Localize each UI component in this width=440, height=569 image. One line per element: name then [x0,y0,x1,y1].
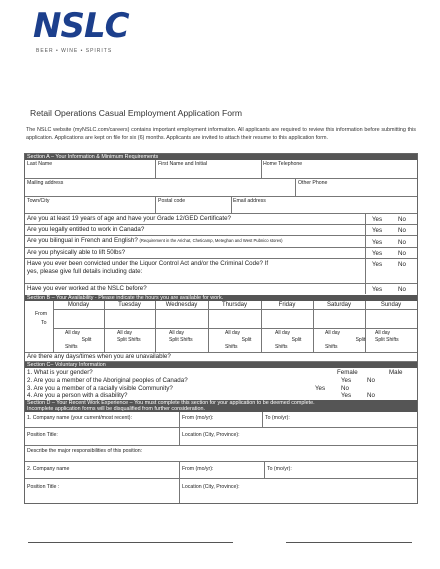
q-bilingual [27,237,283,244]
signature-line [28,542,233,543]
visible-no[interactable]: No [341,385,349,392]
day-saturday: Saturday [326,302,351,308]
no-5[interactable]: No [398,261,406,268]
opt-shifts[interactable]: Shifts [65,344,78,350]
day-wednesday: Wednesday [165,302,198,308]
section-b-header: Section B – Your Availability - Please indicate the hours you are available for work. [25,295,417,301]
q-bilingual-note: (Requirement in the Arichat, Cheticamp, Meteghan and West Pubnico stores) [139,238,283,243]
day-sunday: Sunday [380,302,402,308]
q-visible-community: 3. Are you a member of a racially visible Community? [27,385,173,392]
q-convicted-2: yes, please give full details including date: [27,268,143,275]
monday-options[interactable] [65,330,91,351]
opt-split-shifts[interactable]: Split Shifts [169,337,193,343]
position1-label: Position Title: [27,432,58,438]
opt-split-shifts[interactable]: Split Shifts [375,337,399,343]
from1-label: From (mo/yr): [182,415,214,421]
yes-2[interactable]: Yes [372,227,383,234]
q-gender: 1. What is your gender? [27,369,93,376]
logo-brand: NSLC [33,6,129,46]
to2-label: To (mo/yr): [267,466,292,472]
opt-shifts[interactable]: Shifts [325,344,338,350]
disability-yes[interactable]: Yes [341,392,352,399]
q-disability: 4. Are you a person with a disability? [27,392,128,399]
company2-label: 2. Company name [27,466,70,472]
location2-label: Location (City, Province): [182,484,240,490]
no-4[interactable]: No [398,250,406,257]
day-tuesday: Tuesday [118,302,141,308]
no-1[interactable]: No [398,216,406,223]
to1-label: To (mo/yr): [265,415,290,421]
q-lift: Are you physically able to lift 50lbs? [27,249,126,256]
day-friday: Friday [278,302,296,308]
gender-male[interactable]: Male [389,369,403,376]
aboriginal-yes[interactable]: Yes [341,377,352,384]
application-form [24,153,418,504]
home-phone-label: Home Telephone [263,161,303,167]
yes-4[interactable]: Yes [372,250,383,257]
section-a-header: Section A – Your Information & Minimum Requirements [25,154,417,160]
to-label: To [41,320,47,326]
from2-label: From (mo/yr): [182,466,214,472]
company1-label: 1. Company name (your current/most recent): [27,415,132,421]
section-d-header-line1: Section D – Your Recent Work Experience – You must complete this section for your application to be deemed complete. [27,400,315,406]
saturday-options[interactable] [325,330,365,351]
section-d-header-line2: Incomplete application forms will be disqualified from further consideration. [27,406,205,412]
q-worked-before: Have you ever worked at the NSLC before? [27,285,147,292]
opt-all-day[interactable]: All day [275,330,291,336]
sunday-options[interactable] [375,330,399,344]
q-unavailable: Are there any days/times when you are unavailable? [27,353,171,360]
opt-all-day[interactable]: All day [325,330,341,336]
opt-all-day[interactable]: All day [117,330,133,336]
thursday-options[interactable] [225,330,251,351]
q-aboriginal: 2. Are you a member of the Aboriginal peoples of Canada? [27,377,188,384]
tuesday-options[interactable] [117,330,141,344]
opt-all-day[interactable]: All day [225,330,241,336]
opt-shifts[interactable]: Shifts [225,344,238,350]
yes-6[interactable]: Yes [372,286,383,293]
no-6[interactable]: No [398,286,406,293]
section-d-header [25,400,417,412]
q-age: Are you at least 19 years of age and have your Grade 12/GED Certificate? [27,215,231,222]
q-entitled: Are you legally entitled to work in Canada? [27,226,145,233]
last-name-label: Last Name [27,161,53,167]
mailing-address-label: Mailing address [27,180,64,186]
opt-all-day[interactable]: All day [375,330,391,336]
opt-all-day[interactable]: All day [65,330,81,336]
responsibilities-label: Describe the major responsibilities of this position: [27,448,143,454]
disability-no[interactable]: No [367,392,375,399]
town-label: Town/City [27,198,50,204]
logo-tagline: BEER • WINE • SPIRITS [36,48,113,54]
opt-split-shifts[interactable]: Split Shifts [117,337,141,343]
opt-all-day[interactable]: All day [169,330,185,336]
first-name-label: First Name and Initial [158,161,208,167]
opt-shifts[interactable]: Shifts [275,344,288,350]
q-convicted-1: Have you ever been convicted under the Liquor Control Act and/or the Criminal Code? If [27,260,269,267]
wednesday-options[interactable] [169,330,193,344]
postal-code-label: Postal code [158,198,186,204]
date-line [286,542,412,543]
visible-yes[interactable]: Yes [315,385,326,392]
email-label: Email address [233,198,266,204]
section-c-header: Section C– Voluntary Information [25,362,417,368]
nslc-logo [33,6,129,54]
friday-options[interactable] [275,330,301,351]
day-thursday: Thursday [221,302,247,308]
opt-split[interactable]: Split [81,337,92,343]
form-title: Retail Operations Casual Employment Application Form [30,108,243,118]
position2-label: Position Title : [27,484,60,490]
day-monday: Monday [67,302,90,308]
no-3[interactable]: No [398,239,406,246]
yes-5[interactable]: Yes [372,261,383,268]
opt-split[interactable]: Split [241,337,252,343]
q-bilingual-text: Are you bilingual in French and English? [27,237,138,244]
gender-female[interactable]: Female [337,369,358,376]
from-label: From [35,311,48,317]
intro-text: The NSLC website (myNSLC.com/careers) contains important employment information. All applicants are required to review this information before submitting this application. Applications are kept on file for six (6) months. Applicants are invited to attach their resume to this application form. [26,127,416,141]
other-phone-label: Other Phone [298,180,328,186]
aboriginal-no[interactable]: No [367,377,375,384]
yes-1[interactable]: Yes [372,216,383,223]
opt-split[interactable]: Split [291,337,302,343]
opt-split[interactable]: Split [355,337,366,343]
yes-3[interactable]: Yes [372,239,383,246]
no-2[interactable]: No [398,227,406,234]
location1-label: Location (City, Province): [182,432,240,438]
